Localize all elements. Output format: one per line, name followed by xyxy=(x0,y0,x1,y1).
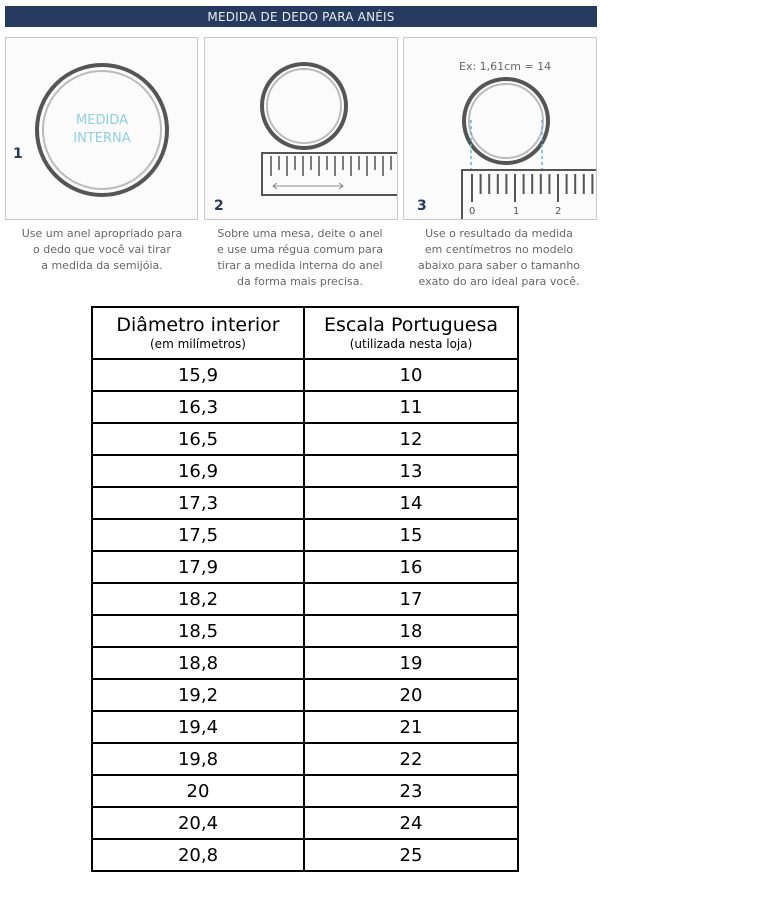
step-number: 3 xyxy=(417,198,427,214)
inner-diameter-cell: 15,9 xyxy=(92,359,304,391)
size-cell: 22 xyxy=(304,743,518,775)
inner-diameter-cell: 17,5 xyxy=(92,519,304,551)
inner-diameter-cell: 18,8 xyxy=(92,647,304,679)
step-1-caption: Use um anel apropriado para o dedo que você vai tirar a medida da semijóia. xyxy=(21,227,183,272)
table-row xyxy=(92,487,518,519)
step-1-panel xyxy=(5,37,198,220)
inner-measure-label: MEDIDA INTERNA xyxy=(73,113,131,146)
table-row xyxy=(92,615,518,647)
table-row xyxy=(92,423,518,455)
size-cell: 21 xyxy=(304,711,518,743)
inner-diameter-cell: 17,9 xyxy=(92,551,304,583)
size-cell: 16 xyxy=(304,551,518,583)
size-cell: 24 xyxy=(304,807,518,839)
size-cell: 15 xyxy=(304,519,518,551)
table-row xyxy=(92,807,518,839)
table-row xyxy=(92,359,518,391)
size-cell: 10 xyxy=(304,359,518,391)
inner-diameter-cell: 19,8 xyxy=(92,743,304,775)
ruler-label: 2 xyxy=(555,206,562,217)
size-cell: 25 xyxy=(304,839,518,871)
table-row xyxy=(92,647,518,679)
size-cell: 20 xyxy=(304,679,518,711)
table-row xyxy=(92,775,518,807)
size-cell: 14 xyxy=(304,487,518,519)
inner-diameter-cell: 18,2 xyxy=(92,583,304,615)
banner-title: MEDIDA DE DEDO PARA ANÉIS xyxy=(5,6,597,27)
inner-diameter-cell: 20,8 xyxy=(92,839,304,871)
size-cell: 13 xyxy=(304,455,518,487)
inner-diameter-cell: 19,2 xyxy=(92,679,304,711)
table-row xyxy=(92,839,518,871)
ruler-label: 1 xyxy=(513,206,520,217)
size-cell: 23 xyxy=(304,775,518,807)
size-cell: 17 xyxy=(304,583,518,615)
size-cell: 12 xyxy=(304,423,518,455)
inner-diameter-cell: 20 xyxy=(92,775,304,807)
inner-diameter-cell: 16,3 xyxy=(92,391,304,423)
size-cell: 11 xyxy=(304,391,518,423)
step-3-caption: Use o resultado da medida em centímetros no modelo abaixo para saber o tamanho exato do aro ideal para você. xyxy=(417,227,581,288)
inner-diameter-cell: 19,4 xyxy=(92,711,304,743)
inner-diameter-cell: 17,3 xyxy=(92,487,304,519)
ring-size-table xyxy=(91,306,519,872)
step-2-panel xyxy=(204,37,398,220)
table-row xyxy=(92,679,518,711)
table-header-row xyxy=(92,307,518,359)
table-row xyxy=(92,391,518,423)
inner-diameter-cell: 16,5 xyxy=(92,423,304,455)
table-row xyxy=(92,455,518,487)
size-cell: 18 xyxy=(304,615,518,647)
step-number: 1 xyxy=(13,146,23,162)
step-3-panel xyxy=(403,37,597,220)
header-inner-diameter: Diâmetro interior (em milímetros) xyxy=(92,307,304,359)
ring-measurement-illustration xyxy=(404,38,597,220)
table-row xyxy=(92,743,518,775)
inner-diameter-cell: 18,5 xyxy=(92,615,304,647)
size-cell: 19 xyxy=(304,647,518,679)
example-label: Ex: 1,61cm = 14 xyxy=(459,60,552,73)
inner-diameter-cell: 16,9 xyxy=(92,455,304,487)
step-number: 2 xyxy=(214,198,224,214)
header-portuguese-scale: Escala Portuguesa (utilizada nesta loja) xyxy=(304,307,518,359)
ruler-label: 0 xyxy=(469,206,476,217)
inner-diameter-cell: 20,4 xyxy=(92,807,304,839)
table-row xyxy=(92,583,518,615)
table-row xyxy=(92,711,518,743)
table-row xyxy=(92,519,518,551)
ring-on-ruler-illustration xyxy=(205,38,398,220)
table-row xyxy=(92,551,518,583)
step-2-caption: Sobre uma mesa, deite o anel e use uma régua comum para tirar a medida interna do anel da forma mais precisa. xyxy=(216,227,384,288)
